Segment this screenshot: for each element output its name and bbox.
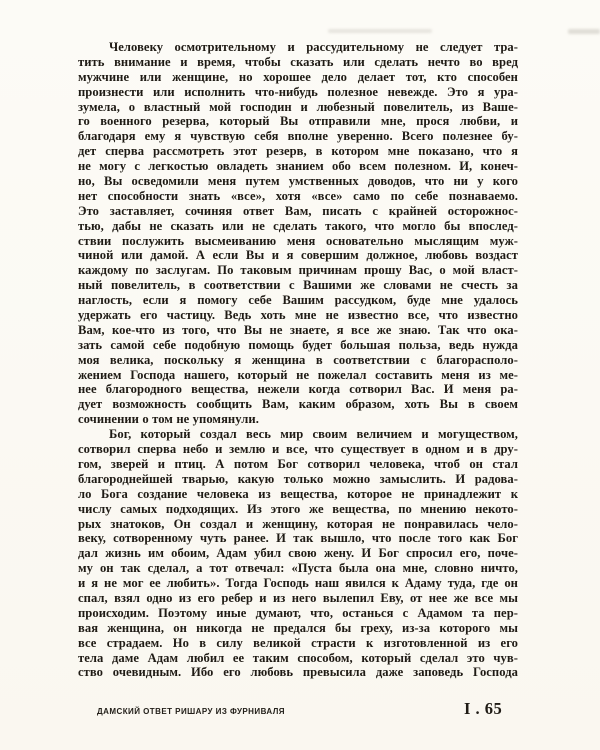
text-line: моя велика, поскольку я женщина в соответствии с благорасполо-	[78, 352, 518, 367]
text-line: не могу с легкостью овладеть знанием обо всем полезном. И, конеч-	[78, 159, 518, 174]
body-text	[78, 40, 518, 680]
paragraph	[78, 40, 518, 427]
text-line: веку, сотворенному чуть ранее. И так вышло, что после того как Бог	[78, 531, 518, 546]
text-line: сочинении о том не упомянули.	[78, 412, 259, 427]
text-line: удержать его частицу. Ведь хоть мне не известно все, что известно	[78, 308, 518, 323]
text-line: все страдаем. Но в силу великой страсти к изготовленной из его	[78, 635, 518, 650]
text-line: жением Господа нашего, который не пожелал составить меня из ме-	[78, 367, 518, 382]
text-line: ство очевидным. Ибо его любовь превысила даже заповедь Господа	[78, 665, 518, 680]
text-line: произнести или исполнить что-нибудь полезное невежде. Это я ура-	[78, 84, 518, 99]
text-line: нее благородного вещества, нежели когда сотворил Вас. И меня ра-	[78, 382, 518, 397]
footer-page-number: I . 65	[464, 699, 503, 718]
text-line: дует возможность сообщить Вам, каким образом, хоть Вы в своем	[78, 397, 518, 412]
text-line: наглость, если я помогу себе Вашим рассудком, буде мне удалось	[78, 293, 518, 308]
text-line: Вам, кое-что из того, что Вы не знаете, я все же знаю. Так что ока-	[78, 322, 518, 337]
text-line: тью, дабы не сказать или не сделать такого, что могло бы впослед-	[78, 218, 518, 233]
text-line: тела даме Адам любил ее таким способом, который сделал это чув-	[78, 650, 518, 665]
text-line: дет сперва рассмотреть этот резерв, в котором мне показано, что я	[78, 144, 518, 159]
text-line: каждому по заслугам. По таковым причинам прошу Вас, о мой власт-	[78, 263, 518, 278]
text-line: мужчине или женщине, но хорошее дело делает тот, кто способен	[78, 69, 518, 84]
text-line: дал жизнь им обоим, Адам убил свою жену. И Бог спросил его, поче-	[78, 546, 518, 561]
text-line: гом, зверей и птиц. А потом Бог сотворил человека, чтоб он стал	[78, 456, 518, 471]
text-line: зумела, о властный мой господин и любезный повелитель, из Ваше-	[78, 99, 518, 114]
footer-running-title: ДАМСКИЙ ОТВЕТ РИШАРУ ИЗ ФУРНИВАЛЯ	[97, 707, 286, 716]
text-line: рых знатоков, Он создал и женщину, которая не понравилась чело-	[78, 516, 518, 531]
text-line: му он так сделал, а тот отвечал: «Пуста была она мне, словно ничто,	[78, 561, 518, 576]
text-line: Человеку осмотрительному и рассудительному не следует тра-	[109, 40, 518, 54]
text-line: спал, взял одно из его ребер и из него вылепил Еву, от нее же все мы	[78, 590, 518, 605]
text-line: и я не мог ее любить». Тогда Господь наш явился к Адаму туда, где он	[78, 576, 518, 591]
text-line: го военного резерва, который Вы отправили мне, прося любви, и	[78, 114, 518, 129]
text-line: Бог, который создал весь мир своим величием и могуществом,	[109, 427, 518, 442]
scan-shadow-smudge	[328, 29, 432, 33]
text-line: ствии послужить высмеиванию меня основательно мыслящим муж-	[78, 233, 518, 248]
text-line: зать самой себе подобную помощь будет большая польза, ведь нужда	[78, 337, 518, 352]
text-line: сотворил сперва небо и землю и все, что существует в одном и в дру-	[78, 442, 518, 457]
text-line: тить внимание и время, чтобы сказать или сделать нечто во вред	[78, 54, 518, 69]
text-line: вая женщина, он никогда не предался бы греху, из-за которого мы	[78, 620, 518, 635]
text-line: нет способности знать «все», хотя «все» само по себе познаваемо.	[78, 188, 518, 203]
text-line: благодаря ему я чувствую себя вполне уверенно. Всего полезнее бу-	[78, 129, 518, 144]
scan-shadow-smudge	[568, 29, 600, 34]
text-line: благороднейшей тварью, какую только можно замыслить. И радова-	[78, 471, 518, 486]
text-line: но, Вы осведомили меня путем умственных доводов, что ни у кого	[78, 174, 518, 189]
text-line: Это заставляет, сочиняя ответ Вам, писать с крайней осторожнос-	[78, 203, 518, 218]
paragraph	[78, 427, 518, 680]
text-line: чиной или дамой. А если Вы и я совершим должное, любовь воздаст	[78, 248, 518, 263]
text-line: происходим. Поэтому иные думают, что, останься с Адамом та пер-	[78, 605, 518, 620]
text-line: числу самых подходящих. Из этого же вещества, по мнению некото-	[78, 501, 518, 516]
text-line: ный повелитель, в соответствии с Вашими же словами не счесть за	[78, 278, 518, 293]
text-line: ло Бога создание человека из вещества, которое не принадлежит к	[78, 486, 518, 501]
